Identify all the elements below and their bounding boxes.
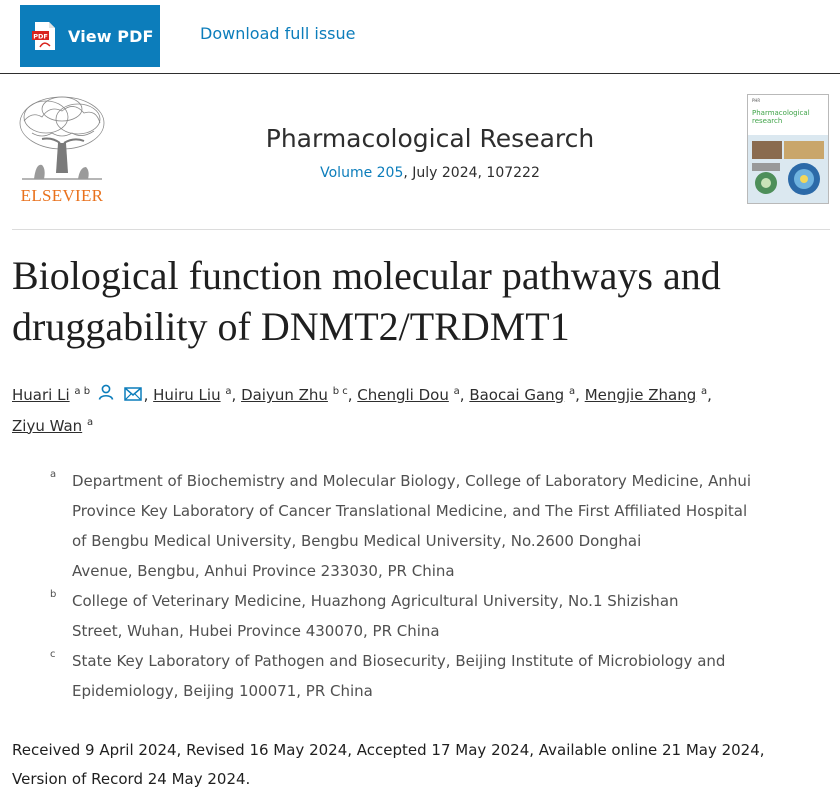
dates-line2: Version of Record 24 May 2024.	[12, 770, 251, 788]
cover-title: Pharmacological	[752, 109, 810, 117]
affiliation-mark: a	[50, 469, 57, 480]
affiliation-line: Department of Biochemistry and Molecular Biology, College of Laboratory Medicine, Anhui	[72, 472, 752, 490]
article-dates	[12, 736, 837, 794]
download-full-issue-link[interactable]: Download full issue	[200, 24, 356, 43]
author-link[interactable]: Chengli Dou	[357, 386, 449, 404]
author-affiliation-marks[interactable]: a	[225, 386, 232, 397]
author-link[interactable]: Huari Li	[12, 386, 70, 404]
author-affiliation-marks[interactable]: b c	[332, 386, 348, 397]
author-link[interactable]: Ziyu Wan	[12, 416, 83, 435]
author-affiliation-marks[interactable]: a	[453, 386, 460, 397]
view-pdf-button[interactable]	[20, 5, 160, 67]
envelope-icon[interactable]	[124, 381, 142, 411]
cover-code: PHR	[752, 98, 761, 103]
journal-issue-info	[200, 165, 660, 181]
pdf-icon	[32, 21, 58, 51]
author-link[interactable]: Mengjie Zhang	[584, 386, 697, 404]
affiliation-a	[50, 466, 835, 586]
affiliation-line: of Bengbu Medical University, Bengbu Medical University, No.2600 Donghai	[72, 532, 642, 550]
journal-title[interactable]: Pharmacological Research	[265, 124, 595, 153]
author-affiliation-marks[interactable]: a	[569, 386, 576, 397]
elsevier-wordmark: ELSEVIER	[20, 186, 104, 205]
article-title-line1: Biological function molecular pathways and	[12, 253, 721, 298]
affiliation-b	[50, 586, 835, 646]
affiliation-line: State Key Laboratory of Pathogen and Biosecurity, Beijing Institute of Microbiology and	[72, 652, 726, 670]
author-link[interactable]: Daiyun Zhu	[241, 386, 328, 404]
affiliation-line: Street, Wuhan, Hubei Province 430070, PR China	[72, 622, 440, 640]
affiliation-line: Avenue, Bengbu, Anhui Province 233030, PR China	[72, 562, 455, 580]
dates-line1: Received 9 April 2024, Revised 16 May 2024, Accepted 17 May 2024, Available online 21 May 2024,	[12, 741, 765, 759]
elsevier-logo[interactable]	[12, 93, 112, 206]
article-title-line2: druggability of DNMT2/TRDMT1	[12, 304, 570, 349]
affiliation-mark: b	[50, 589, 57, 600]
article-title	[12, 250, 832, 352]
svg-text:research: research	[752, 117, 783, 125]
author-affiliation-marks[interactable]: a	[701, 386, 708, 397]
header-divider	[12, 229, 830, 230]
elsevier-tree-logo	[12, 93, 112, 185]
affiliation-c	[50, 646, 835, 706]
author-list: Huari Li $^{a b}$ , Huiru Liu $^a$, Daiyun Zhu $^{b c}$, Chengli Dou $^a$, Baocai Gang $^a$, Mengjie Zhang $^a$, Ziyu Wan $^a$	[12, 380, 832, 441]
affiliation-line: College of Veterinary Medicine, Huazhong Agricultural University, No.1 Shizishan	[72, 592, 679, 610]
view-pdf-label: View PDF	[68, 26, 154, 46]
volume-link[interactable]: Volume 205	[320, 165, 404, 181]
top-toolbar	[0, 0, 840, 74]
affiliation-line: Epidemiology, Beijing 100071, PR China	[72, 682, 373, 700]
person-icon[interactable]	[97, 381, 115, 411]
affiliation-line: Province Key Laboratory of Cancer Translational Medicine, and The First Affiliated Hospital	[72, 502, 748, 520]
journal-cover-thumbnail[interactable]	[747, 94, 829, 204]
author-link[interactable]: Baocai Gang	[469, 386, 565, 404]
author-link[interactable]: Huiru Liu	[153, 386, 221, 404]
author-affiliation-marks[interactable]: a b	[74, 386, 91, 397]
cover-image	[748, 95, 828, 203]
pdf-icon-text: PDF	[33, 32, 48, 41]
affiliation-mark: c	[50, 649, 56, 660]
issue-date: , July 2024, 107222	[403, 165, 540, 181]
author-affiliation-marks[interactable]: a	[86, 416, 94, 428]
